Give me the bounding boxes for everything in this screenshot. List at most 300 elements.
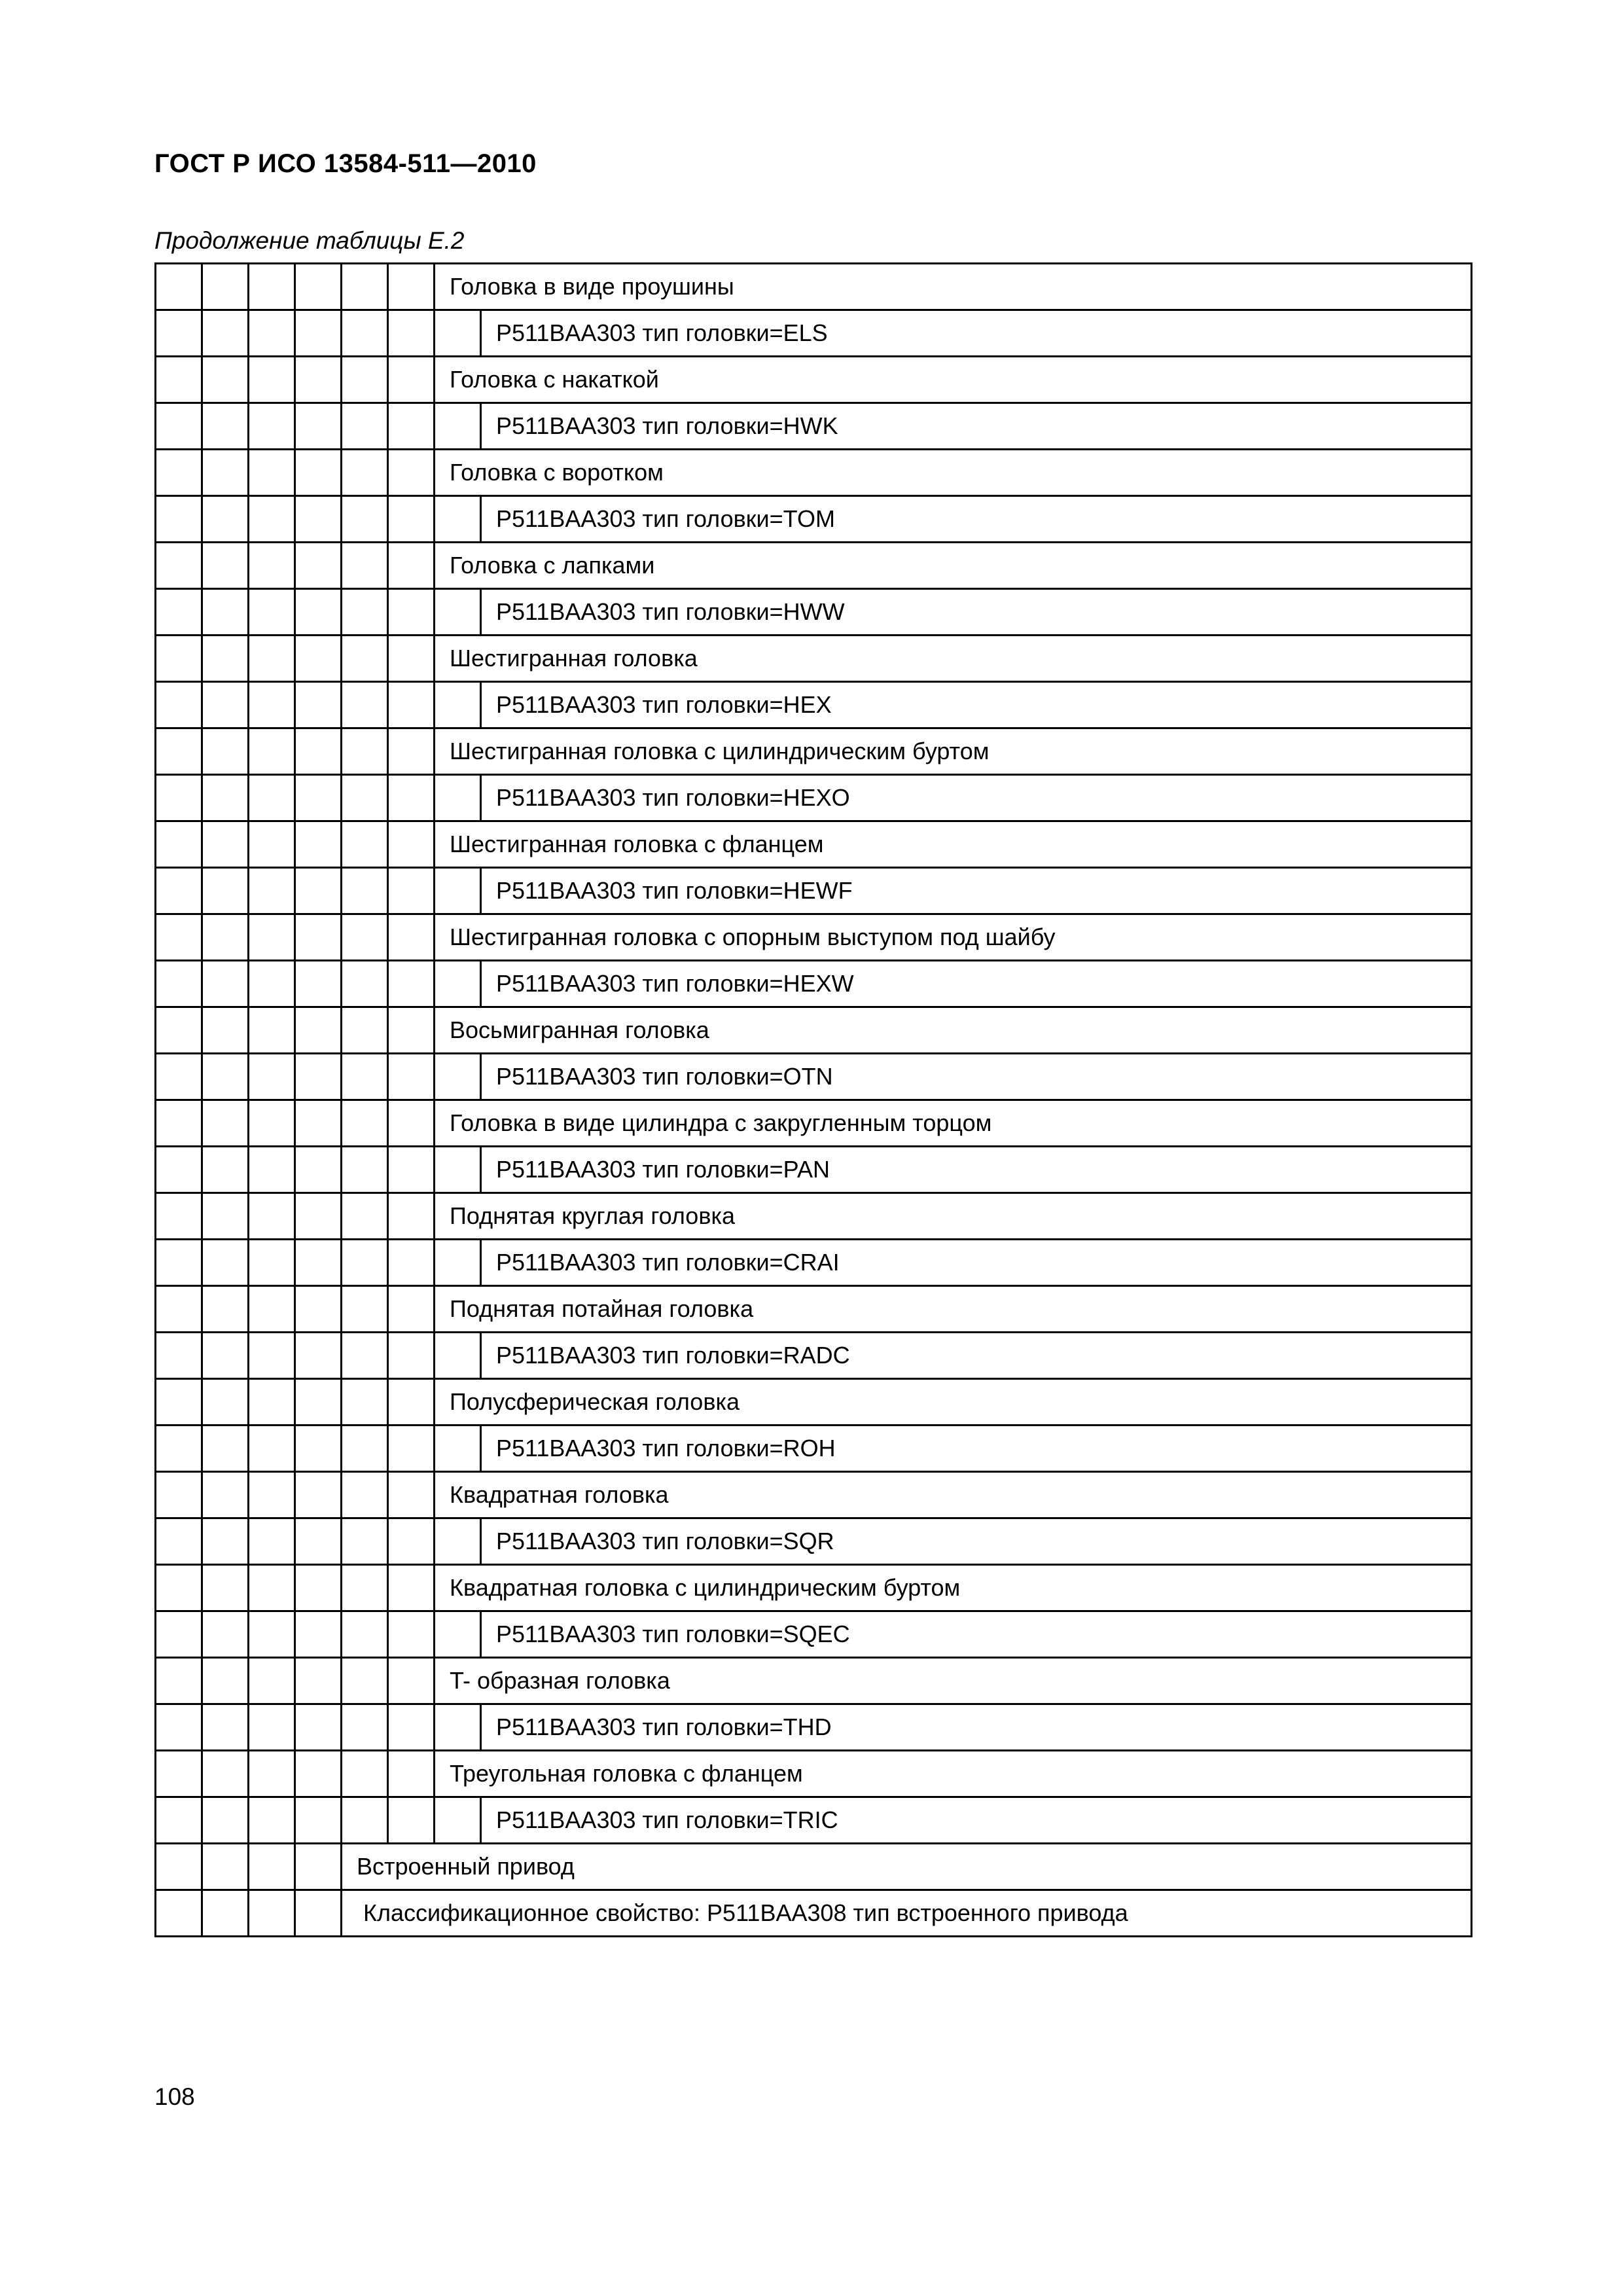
indent-cell bbox=[249, 914, 295, 961]
indent-cell bbox=[342, 1054, 388, 1100]
indent-cell bbox=[156, 1333, 202, 1379]
table-row bbox=[156, 914, 1472, 961]
indent-cell bbox=[202, 450, 249, 496]
indent-cell bbox=[435, 1797, 481, 1844]
indent-cell bbox=[202, 543, 249, 589]
indent-cell bbox=[295, 682, 342, 728]
indent-cell bbox=[156, 403, 202, 450]
indent-cell bbox=[156, 264, 202, 310]
indent-cell bbox=[156, 1844, 202, 1890]
indent-cell bbox=[435, 682, 481, 728]
table-row bbox=[156, 403, 1472, 450]
table-row bbox=[156, 682, 1472, 728]
indent-cell bbox=[342, 310, 388, 357]
table-row bbox=[156, 1844, 1472, 1890]
indent-cell bbox=[295, 1658, 342, 1704]
indent-cell bbox=[295, 1751, 342, 1797]
indent-cell bbox=[435, 1054, 481, 1100]
indent-cell bbox=[388, 1240, 435, 1286]
row-text: Головка с лапками bbox=[435, 543, 1472, 589]
indent-cell bbox=[295, 914, 342, 961]
row-text: P511BAA303 тип головки=HEXO bbox=[481, 775, 1472, 821]
indent-cell bbox=[435, 1333, 481, 1379]
row-text: Полусферическая головка bbox=[435, 1379, 1472, 1426]
indent-cell bbox=[249, 450, 295, 496]
table-row bbox=[156, 1379, 1472, 1426]
indent-cell bbox=[156, 1658, 202, 1704]
indent-cell bbox=[156, 1611, 202, 1658]
indent-cell bbox=[342, 589, 388, 636]
indent-cell bbox=[342, 821, 388, 868]
table-row bbox=[156, 264, 1472, 310]
indent-cell bbox=[249, 589, 295, 636]
indent-cell bbox=[295, 450, 342, 496]
row-text: P511BAA303 тип головки=ROH bbox=[481, 1426, 1472, 1472]
indent-cell bbox=[295, 1240, 342, 1286]
table-row bbox=[156, 1333, 1472, 1379]
indent-cell bbox=[295, 1286, 342, 1333]
indent-cell bbox=[388, 1565, 435, 1611]
indent-cell bbox=[342, 868, 388, 914]
indent-cell bbox=[388, 775, 435, 821]
indent-cell bbox=[388, 1472, 435, 1518]
indent-cell bbox=[435, 775, 481, 821]
table-row bbox=[156, 1611, 1472, 1658]
indent-cell bbox=[156, 450, 202, 496]
table-row bbox=[156, 1240, 1472, 1286]
indent-cell bbox=[202, 1518, 249, 1565]
indent-cell bbox=[295, 543, 342, 589]
indent-cell bbox=[156, 1240, 202, 1286]
indent-cell bbox=[342, 496, 388, 543]
indent-cell bbox=[295, 636, 342, 682]
row-text: Классификационное свойство: P511BAA308 тип встроенного привода bbox=[342, 1890, 1472, 1937]
indent-cell bbox=[435, 1426, 481, 1472]
indent-cell bbox=[295, 496, 342, 543]
indent-cell bbox=[202, 1565, 249, 1611]
indent-cell bbox=[249, 1704, 295, 1751]
indent-cell bbox=[156, 728, 202, 775]
row-text: Поднятая потайная головка bbox=[435, 1286, 1472, 1333]
indent-cell bbox=[388, 310, 435, 357]
row-text: P511BAA303 тип головки=SQR bbox=[481, 1518, 1472, 1565]
indent-cell bbox=[202, 775, 249, 821]
row-text: Встроенный привод bbox=[342, 1844, 1472, 1890]
indent-cell bbox=[342, 1286, 388, 1333]
indent-cell bbox=[295, 1704, 342, 1751]
row-text: T- образная головка bbox=[435, 1658, 1472, 1704]
indent-cell bbox=[342, 1472, 388, 1518]
indent-cell bbox=[249, 1890, 295, 1937]
indent-cell bbox=[342, 1518, 388, 1565]
table-row bbox=[156, 1890, 1472, 1937]
indent-cell bbox=[388, 636, 435, 682]
indent-cell bbox=[342, 1100, 388, 1147]
table-row bbox=[156, 357, 1472, 403]
indent-cell bbox=[342, 543, 388, 589]
indent-cell bbox=[249, 1007, 295, 1054]
indent-cell bbox=[342, 914, 388, 961]
indent-cell bbox=[202, 682, 249, 728]
indent-cell bbox=[388, 1193, 435, 1240]
indent-cell bbox=[295, 868, 342, 914]
indent-cell bbox=[202, 1100, 249, 1147]
indent-cell bbox=[295, 821, 342, 868]
indent-cell bbox=[295, 1007, 342, 1054]
table-row bbox=[156, 1518, 1472, 1565]
indent-cell bbox=[202, 496, 249, 543]
indent-cell bbox=[342, 1751, 388, 1797]
indent-cell bbox=[295, 1611, 342, 1658]
indent-cell bbox=[249, 1658, 295, 1704]
row-text: P511BAA303 тип головки=THD bbox=[481, 1704, 1472, 1751]
indent-cell bbox=[388, 450, 435, 496]
indent-cell bbox=[202, 636, 249, 682]
indent-cell bbox=[202, 1797, 249, 1844]
row-text: P511BAA303 тип головки=ELS bbox=[481, 310, 1472, 357]
indent-cell bbox=[295, 1379, 342, 1426]
indent-cell bbox=[202, 264, 249, 310]
indent-cell bbox=[388, 1147, 435, 1193]
row-text: P511BAA303 тип головки=CRAI bbox=[481, 1240, 1472, 1286]
row-text: Квадратная головка с цилиндрическим буртом bbox=[435, 1565, 1472, 1611]
indent-cell bbox=[295, 775, 342, 821]
indent-cell bbox=[342, 1147, 388, 1193]
indent-cell bbox=[435, 961, 481, 1007]
indent-cell bbox=[342, 357, 388, 403]
indent-cell bbox=[156, 1193, 202, 1240]
indent-cell bbox=[156, 496, 202, 543]
indent-cell bbox=[342, 636, 388, 682]
indent-cell bbox=[202, 868, 249, 914]
indent-cell bbox=[156, 868, 202, 914]
indent-cell bbox=[435, 868, 481, 914]
indent-cell bbox=[342, 1658, 388, 1704]
indent-cell bbox=[202, 1472, 249, 1518]
indent-cell bbox=[342, 775, 388, 821]
indent-cell bbox=[435, 403, 481, 450]
indent-cell bbox=[202, 1751, 249, 1797]
indent-cell bbox=[388, 496, 435, 543]
indent-cell bbox=[249, 868, 295, 914]
indent-cell bbox=[156, 1379, 202, 1426]
indent-cell bbox=[156, 310, 202, 357]
indent-cell bbox=[249, 775, 295, 821]
indent-cell bbox=[295, 1100, 342, 1147]
indent-cell bbox=[388, 728, 435, 775]
indent-cell bbox=[202, 1890, 249, 1937]
indent-cell bbox=[156, 961, 202, 1007]
indent-cell bbox=[388, 1007, 435, 1054]
table-row bbox=[156, 1565, 1472, 1611]
indent-cell bbox=[342, 961, 388, 1007]
indent-cell bbox=[156, 1797, 202, 1844]
indent-cell bbox=[342, 1565, 388, 1611]
page-number: 108 bbox=[154, 2083, 195, 2110]
indent-cell bbox=[435, 1704, 481, 1751]
indent-cell bbox=[342, 1240, 388, 1286]
row-text: P511BAA303 тип головки=OTN bbox=[481, 1054, 1472, 1100]
table-row bbox=[156, 589, 1472, 636]
indent-cell bbox=[202, 821, 249, 868]
row-text: Головка в виде проушины bbox=[435, 264, 1472, 310]
row-text: P511BAA303 тип головки=HWK bbox=[481, 403, 1472, 450]
indent-cell bbox=[342, 1007, 388, 1054]
row-text: P511BAA303 тип головки=TOM bbox=[481, 496, 1472, 543]
table-row bbox=[156, 543, 1472, 589]
indent-cell bbox=[295, 1890, 342, 1937]
table-row bbox=[156, 1797, 1472, 1844]
indent-cell bbox=[156, 1890, 202, 1937]
indent-cell bbox=[388, 1426, 435, 1472]
row-text: Головка в виде цилиндра с закругленным торцом bbox=[435, 1100, 1472, 1147]
table-row bbox=[156, 496, 1472, 543]
indent-cell bbox=[202, 357, 249, 403]
indent-cell bbox=[156, 1565, 202, 1611]
indent-cell bbox=[435, 1611, 481, 1658]
indent-cell bbox=[249, 1147, 295, 1193]
indent-cell bbox=[388, 1704, 435, 1751]
indent-cell bbox=[342, 450, 388, 496]
table-row bbox=[156, 310, 1472, 357]
table-row bbox=[156, 821, 1472, 868]
indent-cell bbox=[388, 1797, 435, 1844]
table-row bbox=[156, 1704, 1472, 1751]
row-text: Шестигранная головка с опорным выступом под шайбу bbox=[435, 914, 1472, 961]
classification-table bbox=[154, 262, 1472, 1937]
row-text: Головка с накаткой bbox=[435, 357, 1472, 403]
indent-cell bbox=[388, 589, 435, 636]
indent-cell bbox=[388, 1658, 435, 1704]
row-text: Поднятая круглая головка bbox=[435, 1193, 1472, 1240]
table-row bbox=[156, 1100, 1472, 1147]
indent-cell bbox=[388, 1054, 435, 1100]
indent-cell bbox=[388, 1286, 435, 1333]
indent-cell bbox=[295, 310, 342, 357]
row-text: P511BAA303 тип головки=SQEC bbox=[481, 1611, 1472, 1658]
indent-cell bbox=[249, 821, 295, 868]
indent-cell bbox=[388, 682, 435, 728]
indent-cell bbox=[249, 1100, 295, 1147]
table-caption: Продолжение таблицы Е.2 bbox=[154, 227, 465, 254]
table-row bbox=[156, 636, 1472, 682]
indent-cell bbox=[249, 961, 295, 1007]
table-row bbox=[156, 1054, 1472, 1100]
indent-cell bbox=[295, 1518, 342, 1565]
indent-cell bbox=[202, 1844, 249, 1890]
indent-cell bbox=[156, 636, 202, 682]
row-text: Треугольная головка с фланцем bbox=[435, 1751, 1472, 1797]
indent-cell bbox=[388, 961, 435, 1007]
indent-cell bbox=[202, 961, 249, 1007]
indent-cell bbox=[156, 914, 202, 961]
indent-cell bbox=[202, 403, 249, 450]
indent-cell bbox=[249, 1240, 295, 1286]
indent-cell bbox=[249, 728, 295, 775]
indent-cell bbox=[249, 1518, 295, 1565]
row-text: P511BAA303 тип головки=HEX bbox=[481, 682, 1472, 728]
row-text: Шестигранная головка bbox=[435, 636, 1472, 682]
indent-cell bbox=[295, 1472, 342, 1518]
indent-cell bbox=[249, 636, 295, 682]
indent-cell bbox=[342, 1611, 388, 1658]
indent-cell bbox=[249, 1565, 295, 1611]
indent-cell bbox=[202, 1240, 249, 1286]
table-row bbox=[156, 1751, 1472, 1797]
indent-cell bbox=[295, 1426, 342, 1472]
indent-cell bbox=[435, 1240, 481, 1286]
indent-cell bbox=[435, 496, 481, 543]
indent-cell bbox=[295, 1333, 342, 1379]
indent-cell bbox=[342, 1193, 388, 1240]
table-body bbox=[156, 264, 1472, 1937]
indent-cell bbox=[295, 1147, 342, 1193]
indent-cell bbox=[388, 1333, 435, 1379]
indent-cell bbox=[202, 1379, 249, 1426]
indent-cell bbox=[156, 589, 202, 636]
indent-cell bbox=[388, 543, 435, 589]
table-row bbox=[156, 1472, 1472, 1518]
indent-cell bbox=[249, 1379, 295, 1426]
indent-cell bbox=[435, 589, 481, 636]
indent-cell bbox=[249, 1333, 295, 1379]
indent-cell bbox=[388, 264, 435, 310]
indent-cell bbox=[156, 682, 202, 728]
indent-cell bbox=[388, 914, 435, 961]
indent-cell bbox=[388, 821, 435, 868]
indent-cell bbox=[202, 1611, 249, 1658]
indent-cell bbox=[388, 1611, 435, 1658]
indent-cell bbox=[202, 589, 249, 636]
indent-cell bbox=[202, 1333, 249, 1379]
indent-cell bbox=[156, 1007, 202, 1054]
indent-cell bbox=[388, 1379, 435, 1426]
indent-cell bbox=[202, 1704, 249, 1751]
table-row bbox=[156, 868, 1472, 914]
table-row bbox=[156, 1426, 1472, 1472]
indent-cell bbox=[249, 1193, 295, 1240]
row-text: P511BAA303 тип головки=HWW bbox=[481, 589, 1472, 636]
indent-cell bbox=[249, 264, 295, 310]
indent-cell bbox=[156, 357, 202, 403]
table-row bbox=[156, 1658, 1472, 1704]
indent-cell bbox=[202, 1286, 249, 1333]
row-text: P511BAA303 тип головки=HEXW bbox=[481, 961, 1472, 1007]
row-text: P511BAA303 тип головки=HEWF bbox=[481, 868, 1472, 914]
indent-cell bbox=[249, 1426, 295, 1472]
indent-cell bbox=[202, 1054, 249, 1100]
table-row bbox=[156, 1147, 1472, 1193]
indent-cell bbox=[202, 1147, 249, 1193]
indent-cell bbox=[156, 1100, 202, 1147]
indent-cell bbox=[249, 1286, 295, 1333]
indent-cell bbox=[156, 543, 202, 589]
row-text: Восьмигранная головка bbox=[435, 1007, 1472, 1054]
indent-cell bbox=[249, 1751, 295, 1797]
indent-cell bbox=[388, 1100, 435, 1147]
indent-cell bbox=[342, 1704, 388, 1751]
indent-cell bbox=[156, 1054, 202, 1100]
indent-cell bbox=[202, 310, 249, 357]
indent-cell bbox=[249, 357, 295, 403]
table-row bbox=[156, 450, 1472, 496]
indent-cell bbox=[295, 589, 342, 636]
row-text: Квадратная головка bbox=[435, 1472, 1472, 1518]
row-text: P511BAA303 тип головки=PAN bbox=[481, 1147, 1472, 1193]
indent-cell bbox=[156, 1704, 202, 1751]
indent-cell bbox=[342, 682, 388, 728]
indent-cell bbox=[388, 868, 435, 914]
indent-cell bbox=[342, 1426, 388, 1472]
indent-cell bbox=[202, 728, 249, 775]
indent-cell bbox=[342, 1379, 388, 1426]
indent-cell bbox=[202, 914, 249, 961]
indent-cell bbox=[156, 1286, 202, 1333]
indent-cell bbox=[249, 1054, 295, 1100]
indent-cell bbox=[295, 961, 342, 1007]
indent-cell bbox=[295, 403, 342, 450]
document-title: ГОСТ Р ИСО 13584-511—2010 bbox=[154, 149, 537, 178]
table-row bbox=[156, 1007, 1472, 1054]
indent-cell bbox=[156, 821, 202, 868]
row-text: Головка с воротком bbox=[435, 450, 1472, 496]
indent-cell bbox=[435, 310, 481, 357]
indent-cell bbox=[342, 1797, 388, 1844]
indent-cell bbox=[249, 403, 295, 450]
table-row bbox=[156, 1286, 1472, 1333]
row-text: P511BAA303 тип головки=TRIC bbox=[481, 1797, 1472, 1844]
table-row bbox=[156, 1193, 1472, 1240]
indent-cell bbox=[249, 496, 295, 543]
indent-cell bbox=[249, 310, 295, 357]
indent-cell bbox=[249, 543, 295, 589]
indent-cell bbox=[342, 728, 388, 775]
indent-cell bbox=[202, 1426, 249, 1472]
indent-cell bbox=[249, 1844, 295, 1890]
row-text: Шестигранная головка с фланцем bbox=[435, 821, 1472, 868]
indent-cell bbox=[295, 1797, 342, 1844]
indent-cell bbox=[295, 1844, 342, 1890]
indent-cell bbox=[202, 1193, 249, 1240]
indent-cell bbox=[388, 403, 435, 450]
indent-cell bbox=[295, 357, 342, 403]
indent-cell bbox=[295, 1193, 342, 1240]
indent-cell bbox=[156, 1472, 202, 1518]
table-row bbox=[156, 775, 1472, 821]
indent-cell bbox=[435, 1147, 481, 1193]
indent-cell bbox=[295, 1565, 342, 1611]
indent-cell bbox=[249, 1797, 295, 1844]
indent-cell bbox=[295, 1054, 342, 1100]
table-row bbox=[156, 961, 1472, 1007]
table-row bbox=[156, 728, 1472, 775]
indent-cell bbox=[342, 403, 388, 450]
indent-cell bbox=[388, 1751, 435, 1797]
indent-cell bbox=[156, 1751, 202, 1797]
indent-cell bbox=[388, 1518, 435, 1565]
indent-cell bbox=[202, 1007, 249, 1054]
indent-cell bbox=[202, 1658, 249, 1704]
indent-cell bbox=[435, 1518, 481, 1565]
indent-cell bbox=[156, 1518, 202, 1565]
indent-cell bbox=[342, 1333, 388, 1379]
indent-cell bbox=[156, 1147, 202, 1193]
indent-cell bbox=[249, 1472, 295, 1518]
indent-cell bbox=[249, 682, 295, 728]
indent-cell bbox=[249, 1611, 295, 1658]
indent-cell bbox=[156, 775, 202, 821]
indent-cell bbox=[156, 1426, 202, 1472]
